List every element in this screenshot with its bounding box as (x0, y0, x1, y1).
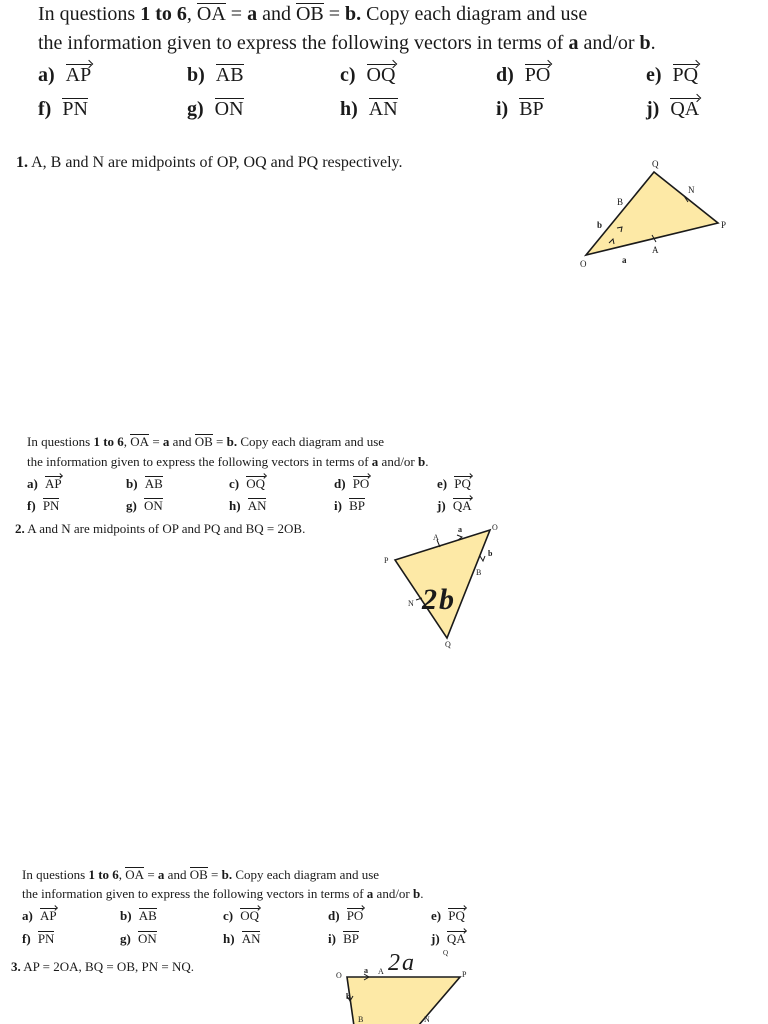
question-text: A, B and N are midpoints of OP, OQ and PQ respectively. (31, 154, 403, 171)
item-label: f) (22, 931, 31, 946)
triangle-op (347, 977, 460, 1024)
item-vector: AN (241, 931, 261, 946)
vector-item (187, 98, 244, 121)
vector-item (496, 64, 550, 87)
question-text: AP = 2OA, BQ = OB, PN = NQ. (23, 959, 194, 974)
item-label: h) (223, 931, 235, 946)
item-label: a) (22, 908, 33, 923)
item-label: h) (229, 498, 241, 513)
intro-text: . (650, 32, 656, 54)
item-vector: AP (39, 908, 57, 923)
intro-text: Copy each diagram and use (361, 3, 588, 25)
label-A: A (652, 245, 659, 255)
vector-item (340, 64, 395, 87)
vector-item (223, 908, 259, 924)
item-label: d) (328, 908, 340, 923)
intro-range: 1 to 6 (140, 3, 187, 25)
vector-a: a (247, 3, 258, 25)
item-vector: PQ (454, 476, 471, 491)
intro-text: Copy each diagram and use (232, 867, 380, 882)
item-vector: PQ (448, 908, 465, 923)
intro-text: the information given to express the following vectors in terms of (22, 886, 367, 901)
diagram-1 (570, 150, 750, 280)
vector-b: b. (345, 3, 362, 25)
item-vector: ON (143, 498, 163, 513)
item-vector: BP (349, 498, 365, 513)
handwritten-2a: 2a (388, 950, 416, 976)
intro-text: , (186, 3, 197, 25)
diagram-3 (330, 946, 480, 1024)
vector-item (229, 498, 266, 514)
label-P: P (384, 556, 389, 565)
intro-text: In questions (38, 3, 141, 25)
vector-oa: OA (125, 867, 145, 882)
item-vector: OQ (366, 64, 396, 86)
intro-text: the information given to express the following vectors in terms of (38, 32, 569, 54)
intro-text: Copy each diagram and use (237, 434, 385, 449)
vector-a: a (366, 886, 374, 901)
intro-text: = (323, 3, 346, 25)
item-vector: OQ (246, 476, 266, 491)
label-O: O (580, 259, 587, 269)
intro-text: and (164, 867, 190, 882)
item-vector: AN (368, 98, 398, 120)
label-A: A (433, 533, 439, 542)
label-Q: Q (652, 159, 659, 169)
intro-line-2 (22, 886, 424, 902)
intro-line-1 (38, 3, 587, 26)
item-vector: AB (144, 476, 163, 491)
vector-oa: OA (130, 434, 150, 449)
question-number: 1. (16, 154, 28, 171)
item-vector: OQ (240, 908, 260, 923)
intro-text: = (207, 867, 222, 882)
label-B: B (358, 1015, 364, 1024)
vector-b: b (418, 454, 426, 469)
vector-item (437, 498, 472, 514)
item-label: i) (328, 931, 336, 946)
item-vector: PO (352, 476, 370, 491)
vector-item (437, 476, 471, 492)
item-label: b) (187, 64, 205, 86)
intro-text: . (425, 454, 429, 469)
vector-item (334, 498, 365, 514)
label-N: N (424, 1015, 430, 1024)
vector-item (38, 64, 91, 87)
label-a: a (458, 525, 462, 534)
label-a: a (364, 966, 368, 975)
item-label: i) (334, 498, 342, 513)
intro-line-1 (27, 434, 384, 450)
vector-item (38, 98, 88, 121)
label-B: B (617, 197, 624, 207)
item-label: j) (431, 931, 440, 946)
question-1 (16, 154, 402, 172)
item-vector: AN (247, 498, 267, 513)
intro-line-2 (27, 454, 429, 470)
item-label: d) (496, 64, 514, 86)
question-2 (15, 521, 305, 537)
item-vector: QA (446, 931, 466, 946)
handwritten-2b: 2b (422, 583, 456, 616)
label-P: P (721, 220, 727, 230)
item-vector: AB (215, 64, 244, 86)
question-text: A and N are midpoints of OP and PQ and BQ = 2OB. (27, 521, 306, 536)
triangle-opq (586, 172, 718, 255)
vector-item (229, 476, 265, 492)
vector-item (646, 98, 699, 121)
item-label: f) (27, 498, 36, 513)
vector-item (328, 908, 363, 924)
item-label: g) (187, 98, 204, 120)
intro-text: = (149, 434, 163, 449)
vector-b: b. (226, 434, 238, 449)
item-vector: AP (44, 476, 62, 491)
arrow-mark (480, 556, 485, 561)
diagram-2 (380, 520, 515, 650)
item-label: h) (340, 98, 358, 120)
item-vector: PN (42, 498, 60, 513)
vector-b: b (639, 32, 651, 54)
vector-item (646, 64, 698, 87)
intro-text: . (420, 886, 424, 901)
item-label: i) (496, 98, 509, 120)
item-vector: ON (137, 931, 157, 946)
label-b: b (346, 992, 351, 1001)
vector-item (126, 476, 163, 492)
item-vector: ON (214, 98, 244, 120)
intro-text: and/or (578, 32, 640, 54)
vector-ob: OB (194, 434, 213, 449)
item-label: g) (126, 498, 137, 513)
intro-text: In questions (27, 434, 94, 449)
intro-text: the information given to express the following vectors in terms of (27, 454, 372, 469)
item-label: j) (646, 98, 660, 120)
intro-range: 1 to 6 (88, 867, 119, 882)
intro-line-2 (38, 32, 656, 55)
intro-text: and (257, 3, 296, 25)
label-a: a (622, 255, 627, 265)
item-vector: BP (343, 931, 359, 946)
label-O: O (336, 971, 342, 980)
label-O: O (492, 523, 498, 532)
item-label: d) (334, 476, 346, 491)
vector-item (496, 98, 544, 121)
intro-range: 1 to 6 (93, 434, 124, 449)
item-vector: AP (65, 64, 92, 86)
intro-text: In questions (22, 867, 89, 882)
intro-text: , (123, 434, 131, 449)
question-number: 2. (15, 521, 25, 536)
intro-text: and (169, 434, 195, 449)
item-label: e) (646, 64, 662, 86)
vector-item (120, 931, 157, 947)
item-label: j) (437, 498, 446, 513)
vector-item (27, 476, 62, 492)
label-N: N (688, 185, 695, 195)
item-vector: AB (138, 908, 157, 923)
item-label: b) (120, 908, 132, 923)
item-vector: BP (519, 98, 544, 120)
item-label: a) (27, 476, 38, 491)
vector-a: a (568, 32, 579, 54)
intro-text: = (225, 3, 248, 25)
item-label: e) (437, 476, 448, 491)
vector-item (431, 908, 465, 924)
vector-ob: OB (189, 867, 208, 882)
intro-line-1 (22, 867, 379, 883)
intro-text: = (144, 867, 158, 882)
vector-item (340, 98, 398, 121)
item-label: c) (340, 64, 356, 86)
vector-ob: OB (295, 3, 324, 25)
item-vector: PN (37, 931, 55, 946)
item-label: c) (229, 476, 240, 491)
vector-item (120, 908, 157, 924)
item-label: g) (120, 931, 131, 946)
vector-item (431, 931, 466, 947)
label-P: P (462, 970, 467, 979)
vector-a: a (371, 454, 379, 469)
item-vector: PO (524, 64, 551, 86)
vector-b: b (413, 886, 421, 901)
label-Q: Q (445, 640, 451, 649)
vector-item (27, 498, 59, 514)
vector-a: a (157, 867, 165, 882)
question-number: 3. (11, 959, 21, 974)
label-N: N (408, 599, 414, 608)
vector-item (22, 931, 54, 947)
item-vector: PQ (672, 64, 699, 86)
item-label: c) (223, 908, 234, 923)
intro-text: = (212, 434, 227, 449)
label-Q: Q (443, 949, 449, 957)
question-3 (11, 959, 194, 975)
vector-item (126, 498, 163, 514)
label-B: B (476, 568, 482, 577)
vector-a: a (162, 434, 170, 449)
label-b: b (488, 549, 493, 558)
item-vector: PN (62, 98, 88, 120)
intro-text: , (118, 867, 126, 882)
item-vector: QA (670, 98, 700, 120)
vector-b: b. (221, 867, 233, 882)
intro-text: and/or (378, 454, 419, 469)
item-label: b) (126, 476, 138, 491)
vector-item (22, 908, 57, 924)
vector-oa: OA (196, 3, 226, 25)
vector-item (334, 476, 369, 492)
item-vector: PO (346, 908, 364, 923)
vector-item (328, 931, 359, 947)
item-label: f) (38, 98, 52, 120)
label-A: A (378, 967, 384, 976)
intro-text: and/or (373, 886, 414, 901)
item-vector: QA (452, 498, 472, 513)
item-label: e) (431, 908, 442, 923)
vector-item (223, 931, 260, 947)
item-label: a) (38, 64, 55, 86)
label-b: b (597, 220, 603, 230)
vector-item (187, 64, 244, 87)
